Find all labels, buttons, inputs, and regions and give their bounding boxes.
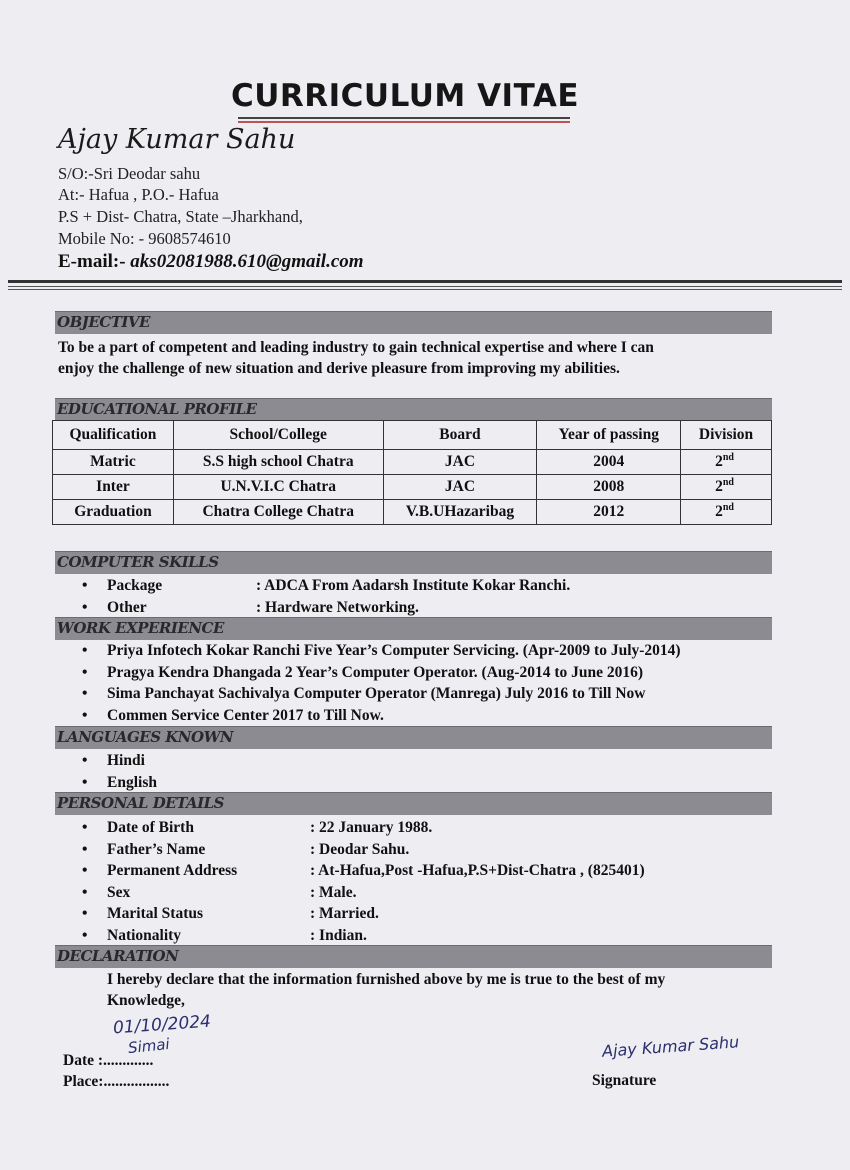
email-value: aks02081988.610@gmail.com: [130, 251, 364, 272]
header-divider: [8, 280, 842, 283]
table-cell: 2012: [537, 500, 681, 525]
declaration-heading: DECLARATION: [57, 947, 179, 965]
declaration-line: Knowledge,: [107, 992, 185, 1009]
detail-label: Father’s Name: [107, 840, 206, 858]
table-cell: 2004: [537, 450, 681, 475]
table-row: [53, 475, 772, 500]
detail-value: : 22 January 1988.: [310, 819, 433, 836]
bullet-icon: •: [82, 577, 88, 594]
work-experience-header: [55, 617, 772, 640]
title-underline-dark: [238, 117, 570, 119]
work-item: Priya Infotech Kokar Ranchi Five Year’s Computer Servicing. (Apr-2009 to July-2014): [107, 642, 681, 659]
work-item: Pragya Kendra Dhangada 2 Year’s Computer Operator. (Aug-2014 to June 2016): [107, 663, 644, 681]
table-header-row: [53, 421, 772, 450]
computer-skills-heading: COMPUTER SKILLS: [57, 553, 219, 571]
objective-heading: OBJECTIVE: [57, 313, 150, 331]
detail-value: : Married.: [310, 905, 379, 922]
detail-label: Sex: [107, 883, 131, 901]
languages-header: [55, 726, 772, 749]
bullet-icon: •: [82, 663, 88, 681]
work-item: Commen Service Center 2017 to Till Now.: [107, 706, 384, 724]
signature-label: Signature: [592, 1072, 657, 1089]
bullet-icon: •: [82, 598, 88, 616]
languages-heading: LANGUAGES KNOWN: [57, 728, 234, 746]
address-line: At:- Hafua , P.O.- Hafua: [58, 185, 219, 204]
table-cell: JAC: [383, 475, 537, 500]
education-table: [52, 420, 772, 525]
table-cell: JAC: [383, 450, 537, 475]
bullet-icon: •: [82, 773, 88, 791]
bullet-icon: •: [82, 752, 88, 769]
table-header-cell: Division: [681, 421, 772, 450]
place-label: Place:.................: [63, 1073, 170, 1090]
bullet-icon: •: [82, 862, 88, 879]
detail-label: Permanent Address: [107, 862, 238, 879]
objective-line: enjoy the challenge of new situation and derive pleasure from improving my abilities.: [58, 360, 620, 377]
language-item: Hindi: [107, 752, 145, 769]
date-label: Date :.............: [63, 1052, 154, 1069]
skill-label: Package: [107, 577, 163, 594]
personal-details-header: [55, 792, 772, 815]
detail-label: Marital Status: [107, 905, 204, 922]
declaration-line: I hereby declare that the information furnished above by me is true to the best of my: [107, 971, 666, 988]
objective-line: To be a part of competent and leading industry to gain technical expertise and where I can: [58, 339, 654, 356]
header-divider-thin: [8, 289, 842, 290]
table-cell: U.N.V.I.C Chatra: [173, 475, 383, 500]
bullet-icon: •: [82, 706, 88, 724]
email-line: [58, 251, 364, 273]
table-cell: S.S high school Chatra: [173, 450, 383, 475]
email-label: E-mail:-: [58, 251, 131, 272]
skill-value: : Hardware Networking.: [256, 598, 419, 616]
skill-label: Other: [107, 598, 147, 616]
table-cell: Inter: [53, 475, 174, 500]
table-cell: V.B.UHazaribag: [383, 500, 537, 525]
signature-scribble: Ajay Kumar Sahu: [601, 1032, 740, 1061]
table-cell: 2008: [537, 475, 681, 500]
declaration-text: [107, 969, 767, 1011]
personal-details-heading: PERSONAL DETAILS: [57, 794, 225, 812]
table-header-cell: Qualification: [53, 421, 174, 450]
bullet-icon: •: [82, 926, 88, 944]
table-header-cell: Board: [383, 421, 537, 450]
address-line: S/O:-Sri Deodar sahu: [58, 164, 201, 183]
handwritten-place: Simai: [127, 1034, 171, 1058]
table-cell: Chatra College Chatra: [173, 500, 383, 525]
table-cell: Matric: [53, 450, 174, 475]
detail-value: : Indian.: [310, 926, 367, 944]
table-cell-division: 2nd: [681, 475, 772, 500]
table-row: [53, 500, 772, 525]
detail-value: : Male.: [310, 883, 357, 901]
work-item: Sima Panchayat Sachivalya Computer Operator (Manrega) July 2016 to Till Now: [107, 685, 646, 702]
objective-text: [58, 337, 758, 379]
cv-title: CURRICULUM VITAE: [230, 78, 580, 114]
address-line: P.S + Dist- Chatra, State –Jharkhand,: [58, 207, 303, 226]
work-experience-heading: WORK EXPERIENCE: [57, 619, 224, 637]
table-header-cell: School/College: [173, 421, 383, 450]
table-header-cell: Year of passing: [537, 421, 681, 450]
objective-header: [55, 311, 772, 334]
table-cell-division: 2nd: [681, 500, 772, 525]
education-heading: EDUCATIONAL PROFILE: [57, 400, 257, 418]
education-header: [55, 398, 772, 421]
bullet-icon: •: [82, 883, 88, 901]
language-item: English: [107, 773, 157, 791]
mobile-line: Mobile No: - 9608574610: [58, 229, 231, 248]
bullet-icon: •: [82, 905, 88, 922]
bullet-icon: •: [82, 642, 88, 659]
computer-skills-header: [55, 551, 772, 574]
bullet-icon: •: [82, 685, 88, 702]
bullet-icon: •: [82, 840, 88, 858]
table-cell-division: 2nd: [681, 450, 772, 475]
detail-value: : Deodar Sahu.: [310, 840, 410, 858]
table-cell: Graduation: [53, 500, 174, 525]
handwritten-date: 01/10/2024: [112, 1011, 212, 1039]
detail-label: Nationality: [107, 926, 182, 944]
header-divider-thin: [8, 286, 842, 287]
title-underline-red: [238, 121, 570, 123]
candidate-name: Ajay Kumar Sahu: [58, 124, 296, 155]
detail-label: Date of Birth: [107, 819, 194, 836]
bullet-icon: •: [82, 819, 88, 836]
table-row: [53, 450, 772, 475]
detail-value: : At-Hafua,Post -Hafua,P.S+Dist-Chatra , (825401): [310, 862, 645, 879]
skill-value: : ADCA From Aadarsh Institute Kokar Ranchi.: [256, 577, 571, 594]
declaration-header: [55, 945, 772, 968]
